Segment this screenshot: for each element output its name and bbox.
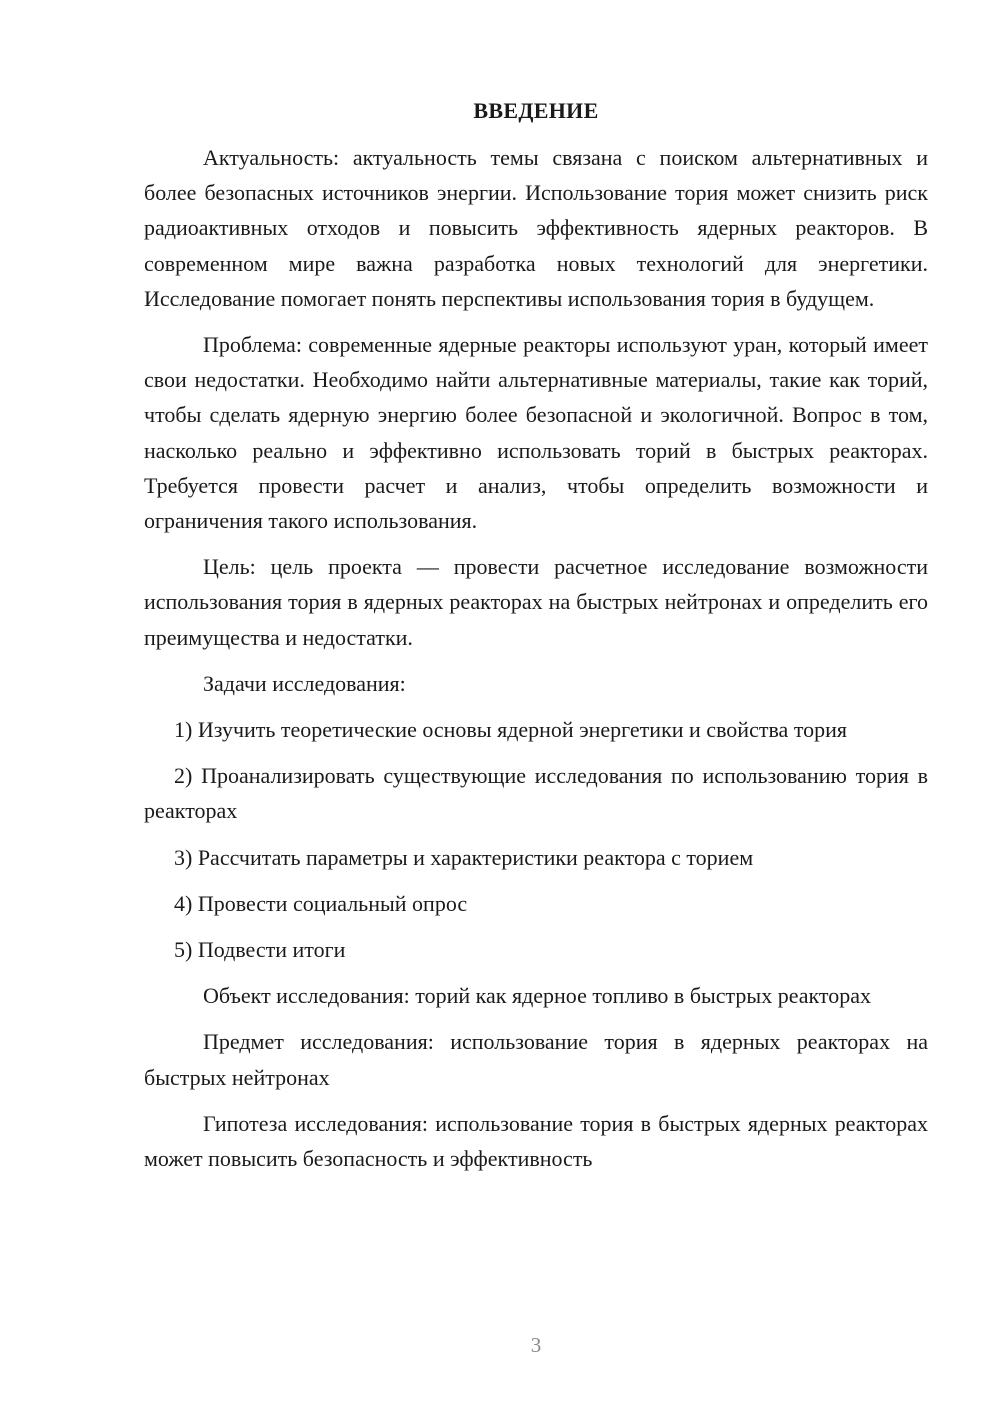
task-item-4: 4) Провести социальный опрос <box>174 890 468 916</box>
paragraph-goal: Цель: цель проекта — провести расчетное исследование возможности использования тория в ядерных реакторах на быстрых нейтронах и определить его преимущества и недостатки. <box>144 554 928 650</box>
task-item-2: 2) Проанализировать существующие исследования по использованию тория в реакторах <box>144 763 928 824</box>
task-item-3: 3) Рассчитать параметры и характеристики реактора с торием <box>174 844 754 870</box>
paragraph-subject: Предмет исследования: использование тория в ядерных реакторах на быстрых нейтронах <box>144 1029 928 1090</box>
paragraph-object: Объект исследования: торий как ядерное топливо в быстрых реакторах <box>203 983 872 1009</box>
task-item-1: 1) Изучить теоретические основы ядерной энергетики и свойства тория <box>174 717 848 743</box>
page-number: 3 <box>530 1333 542 1357</box>
section-heading: ВВЕДЕНИЕ <box>473 98 599 123</box>
paragraph-hypothesis: Гипотеза исследования: использование тория в быстрых ядерных реакторах может повысить безопасность и эффективность <box>144 1110 928 1172</box>
paragraph-problem: Проблема: современные ядерные реакторы используют уран, который имеет свои недостатки. Необходимо найти альтернативные материалы, такие как торий, чтобы сделать ядерную энергию более безопасной и экологичной. Вопрос в том, насколько реально и эффективно использовать торий в быстрых реакторах. Требуется провести расчет и анализ, чтобы определить возможности и ограничения такого использования. <box>144 332 928 534</box>
tasks-heading: Задачи исследования: <box>203 670 406 696</box>
task-item-5: 5) Подвести итоги <box>174 937 346 963</box>
page-content <box>144 96 928 1187</box>
paragraph-relevance: Актуальность: актуальность темы связана с поиском альтернативных и более безопасных источников энергии. Использование тория может снизить риск радиоактивных отходов и повысить эффективность ядерных реакторов. В современном мире важна разработка новых технологий для энергетики. Исследование помогает понять перспективы использования тория в будущем. <box>144 145 928 311</box>
